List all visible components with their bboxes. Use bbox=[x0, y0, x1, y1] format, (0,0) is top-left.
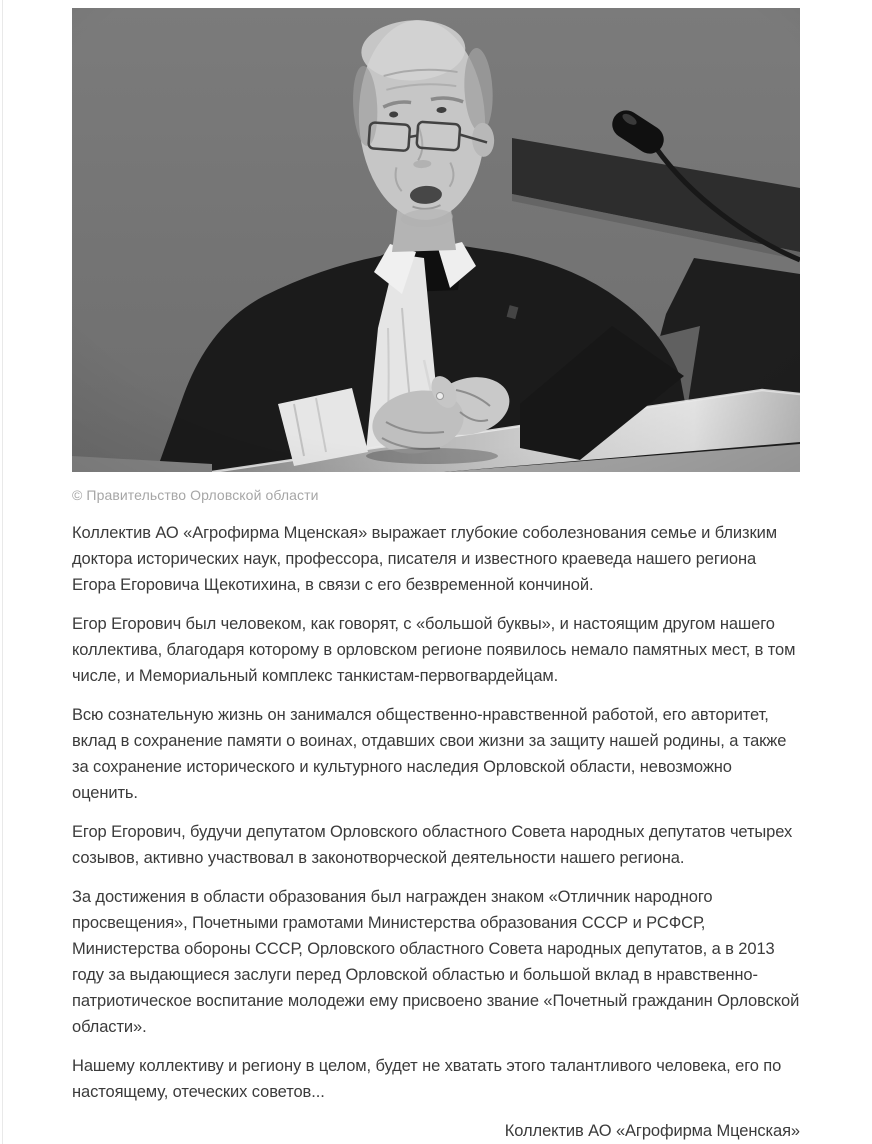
article-paragraph: Всю сознательную жизнь он занимался общественно-нравственной работой, его авторитет, вклад в сохранение памяти о воинах, отдавших свои жизни за защиту нашей родины, а также за сохранение исторического и культурного наследия Орловской области, невозможно оценить. bbox=[72, 706, 787, 802]
photo-caption: © Правительство Орловской области bbox=[72, 487, 319, 503]
photo-vignette bbox=[72, 8, 800, 472]
article-container bbox=[72, 0, 800, 1144]
article-paragraph: За достижения в области образования был награжден знаком «Отличник народного просвещения», Почетными грамотами Министерства образования СССР и РСФСР, Министерства обороны СССР, Орловского областного Совета народных депутатов, а в 2013 году за выдающиеся заслуги перед Орловской областью и большой вклад в нравственно-патриотическое воспитание молодежи ему присвоено звание «Почетный гражданин Орловской области». bbox=[72, 888, 800, 1036]
article-figure bbox=[72, 8, 800, 505]
article-paragraph: Коллектив АО «Агрофирма Мценская» выражает глубокие соболезнования семье и близким доктора исторических наук, профессора, писателя и известного краеведа нашего региона Егора Егоровича Щекотихина, в связи с его безвременной кончиной. bbox=[72, 524, 777, 594]
page-left-border bbox=[2, 0, 3, 1144]
speaker-photo-illustration bbox=[72, 8, 800, 472]
article-photo bbox=[72, 8, 800, 472]
article-paragraph: Нашему коллективу и региону в целом, будет не хватать этого талантливого человека, его по настоящему, отеческих советов... bbox=[72, 1057, 782, 1101]
article-signature: Коллектив АО «Агрофирма Мценская» bbox=[504, 1122, 800, 1140]
article-paragraph: Егор Егорович был человеком, как говорят, с «большой буквы», и настоящим другом нашего коллектива, благодаря которому в орловском регионе появилось немало памятных мест, в том числе, и Мемориальный комплекс танкистам-первогвардейцам. bbox=[72, 615, 796, 685]
article-paragraph: Егор Егорович, будучи депутатом Орловского областного Совета народных депутатов четырех созывов, активно участвовал в законотворческой деятельности нашего региона. bbox=[72, 823, 793, 867]
article-body bbox=[72, 520, 800, 1144]
